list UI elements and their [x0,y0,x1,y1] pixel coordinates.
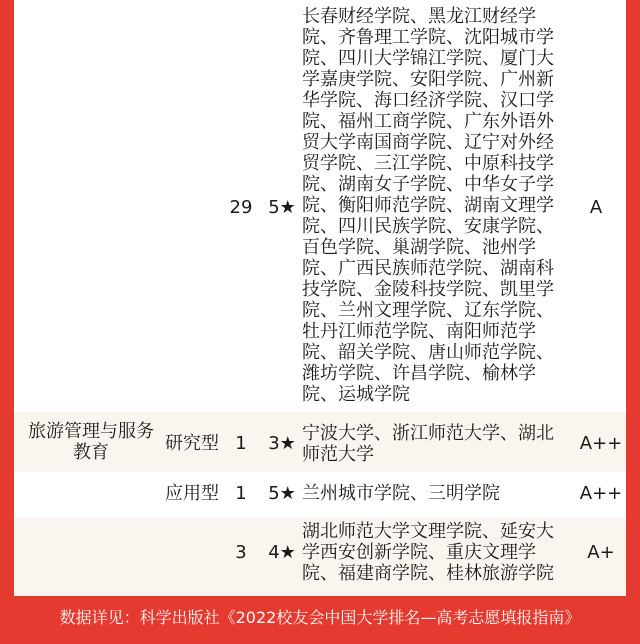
program-type: 应用型 [165,483,219,504]
school-count: 1 [235,433,247,454]
star-rating: 3★ [268,433,296,454]
school-list: 宁波大学、浙江师范大学、湖北 师范大学 [302,423,554,465]
source-note: 数据详见：科学出版社《2022校友会中国大学排名—高考志愿填报指南》 [59,608,581,627]
table-row [14,472,626,518]
school-count: 3 [235,542,247,563]
star-rating: 5★ [268,197,296,218]
table-row [14,0,626,412]
star-rating: 4★ [268,542,296,563]
program-type: 研究型 [165,433,219,454]
table-row [14,518,626,596]
grade: A [589,197,603,218]
star-rating: 5★ [268,483,296,504]
school-list: 长春财经学院、黑龙江财经学 院、齐鲁理工学院、沈阳城市学 院、四川大学锦江学院、厦门大 学嘉庚学院、安阳学院、广州新 华学院、海口经济学院、汉口学 院、福州工商学院、广东外语外 贸大学南国商学院、辽宁对外经 贸学院、三江学院、中原科技学 院、湖南女子学院、中华女子学 院、衡阳师范学院、湖南文理学 院、四川民族学院、安康学院、 百色学院、巢湖学院、池州学 院、广西民族师范学院、湖南科 技学院、金陵科技学院、凯里学 院、兰州文理学院、辽东学院、 牡丹江师范学院、南阳师范学 院、韶关学院、唐山师范学院、 潍坊学院、许昌学院、榆林学 院、运城学院 [302,6,554,405]
school-count: 29 [229,197,253,218]
major-name: 旅游管理与服务 教育 [28,421,154,463]
school-list: 湖北师范大学文理学院、延安大 学西安创新学院、重庆文理学 院、福建商学院、桂林旅游学院 [302,521,554,584]
grade: A++ [579,433,623,454]
grade: A++ [579,483,623,504]
school-list: 兰州城市学院、三明学院 [302,483,500,504]
table-panel [14,0,626,596]
school-count: 1 [235,483,247,504]
table-row [14,412,626,472]
grade: A+ [587,542,615,563]
